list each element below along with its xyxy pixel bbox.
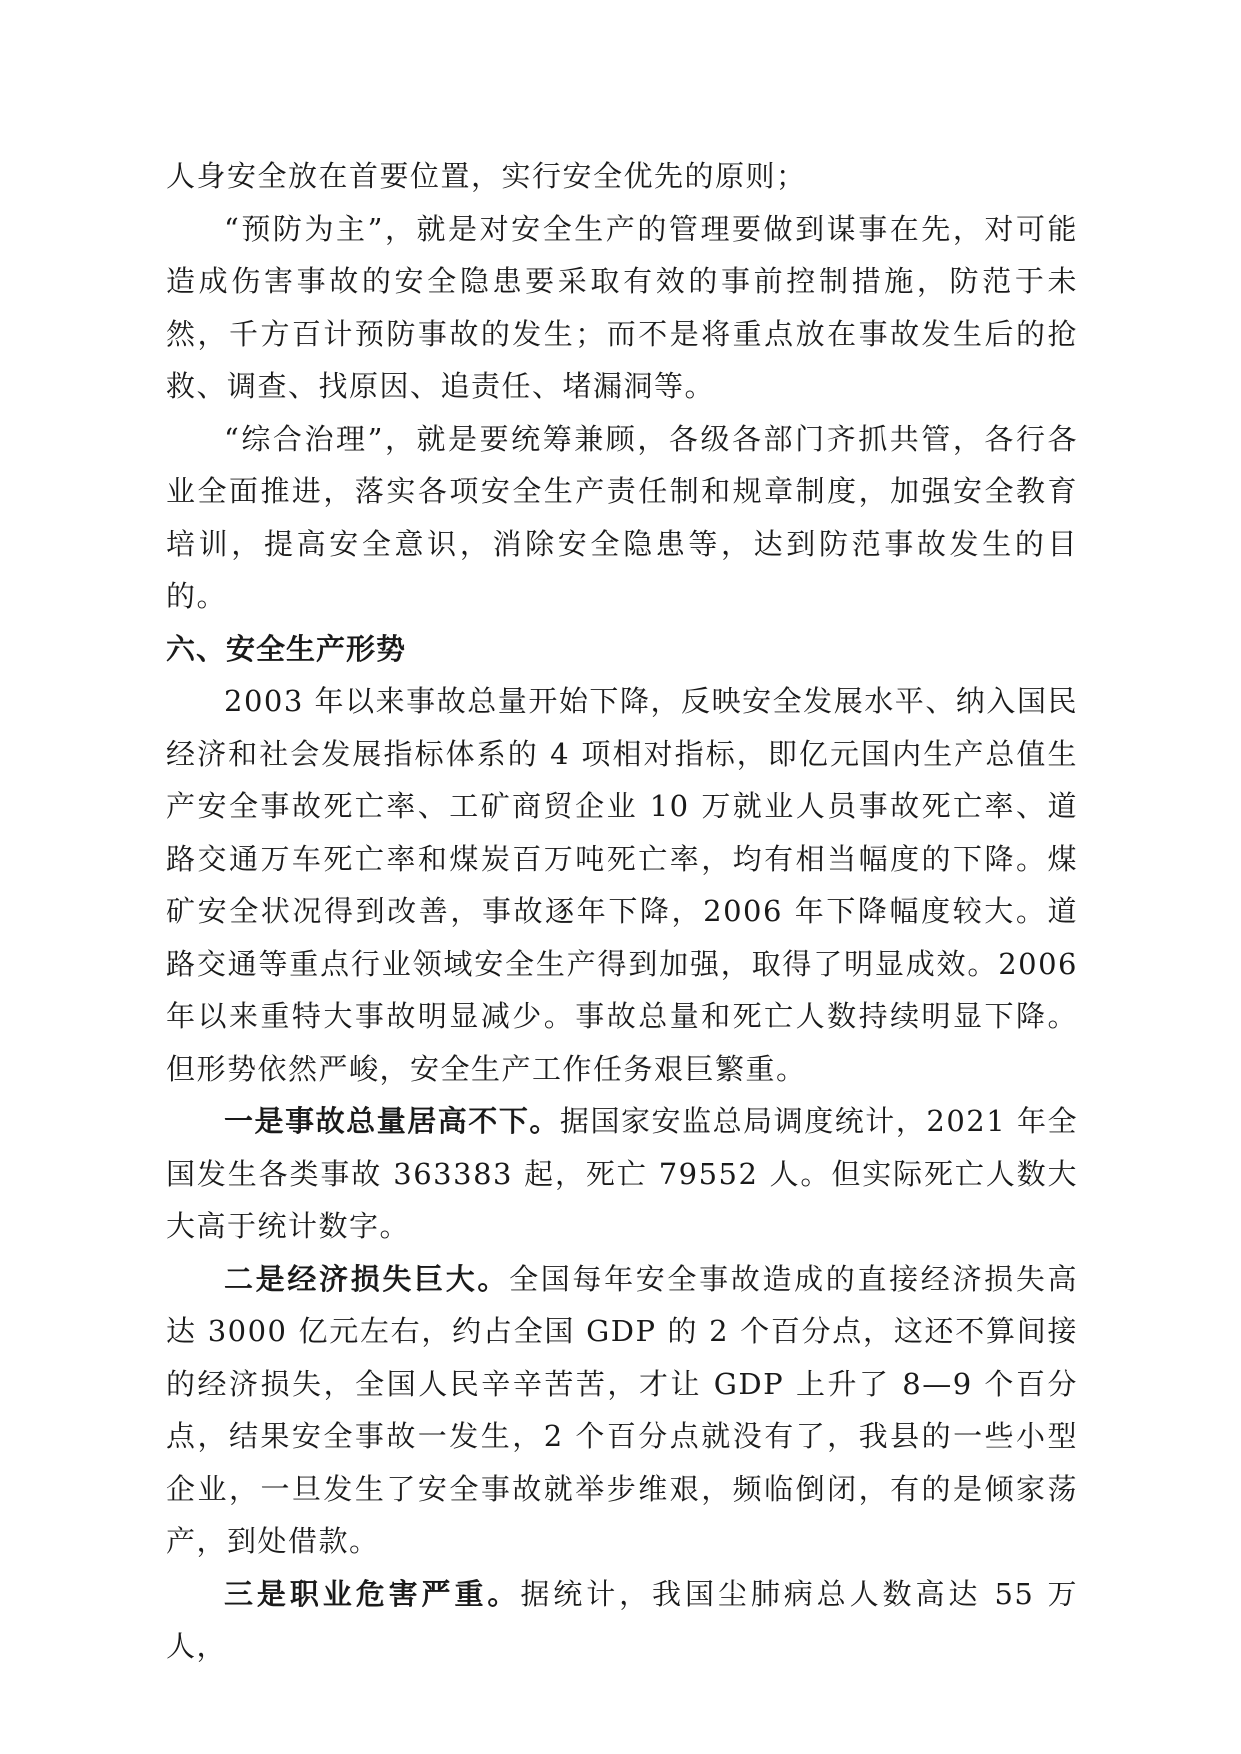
paragraph-accident-total xyxy=(166,1095,1078,1253)
lead-economic-loss: 二是经济损失巨大。 xyxy=(224,1261,510,1296)
body-occupational-hazard: 据统计，我国尘肺病总人数高达 55 万人， xyxy=(166,1576,1078,1663)
paragraph-occupational-hazard xyxy=(166,1568,1078,1673)
paragraph-economic-loss xyxy=(166,1253,1078,1568)
lead-occupational-hazard: 三是职业危害严重。 xyxy=(224,1576,521,1611)
document-body xyxy=(166,150,1078,1673)
paragraph-safety-first: 人身安全放在首要位置，实行安全优先的原则； xyxy=(166,159,807,193)
paragraph-prevention: “预防为主”，就是对安全生产的管理要做到谋事在先，对可能造成伤害事故的安全隐患要采取有效的事前控制措施，防范于未然，千方百计预防事故的发生；而不是将重点放在事故发生后的抢救、调查、找原因、追责任、堵漏洞等。 xyxy=(166,211,1078,403)
body-economic-loss: 全国每年安全事故造成的直接经济损失高达 3000 亿元左右，约占全国 GDP 的 2 个百分点，这还不算间接的经济损失，全国人民辛辛苦苦，才让 GDP 上升了 8—9 个百分点，结果安全事故一发生，2 个百分点就没有了，我县的一些小型企业，一旦发生了安全事故就举步维艰，频临倒闭，有的是倾家荡产，到处借款。 xyxy=(166,1261,1078,1558)
section-heading: 六、安全生产形势 xyxy=(166,631,407,666)
paragraph-situation: 2003 年以来事故总量开始下降，反映安全发展水平、纳入国民经济和社会发展指标体系的 4 项相对指标，即亿元国内生产总值生产安全事故死亡率、工矿商贸企业 10 万就业人员事故死亡率、道路交通万车死亡率和煤炭百万吨死亡率，均有相当幅度的下降。煤矿安全状况得到改善，事故逐年下降，2006 年下降幅度较大。道路交通等重点行业领域安全生产得到加强，取得了明显成效。2006 年以来重特大事故明显减少。事故总量和死亡人数持续明显下降。但形势依然严峻，安全生产工作任务艰巨繁重。 xyxy=(166,684,1078,1086)
body-accident-total: 据国家安监总局调度统计，2021 年全国发生各类事故 363383 起，死亡 79552 人。但实际死亡人数大大高于统计数字。 xyxy=(166,1104,1078,1243)
paragraph-comprehensive-governance: “综合治理”，就是要统筹兼顾，各级各部门齐抓共管，各行各业全面推进，落实各项安全生产责任制和规章制度，加强安全教育培训，提高安全意识，消除安全隐患等，达到防范事故发生的目的。 xyxy=(166,421,1078,613)
lead-accident-total: 一是事故总量居高不下。 xyxy=(224,1104,560,1138)
